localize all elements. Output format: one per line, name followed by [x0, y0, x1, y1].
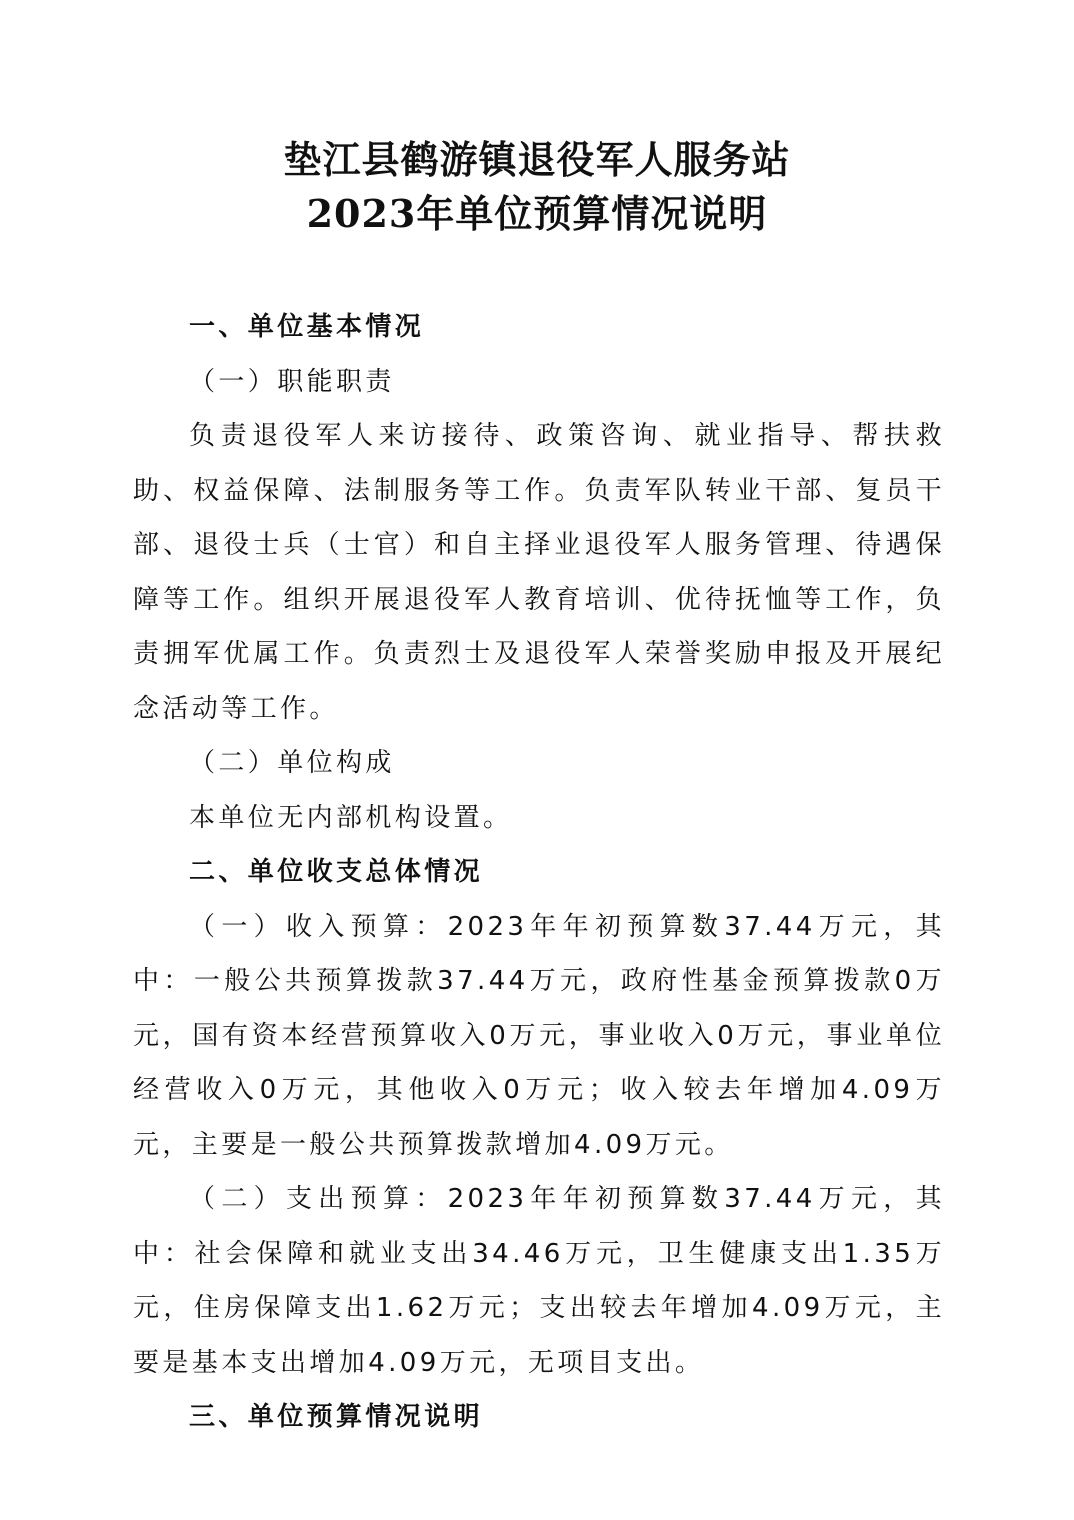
document-title-line1: 垫江县鹤游镇退役军人服务站	[283, 137, 791, 182]
section1-sub2-text: 本单位无内部机构设置。	[189, 802, 513, 833]
section1-sub2-heading: （二）单位构成	[189, 748, 395, 778]
document-body	[133, 300, 945, 1445]
section3-heading: 三、单位预算情况说明	[189, 1402, 484, 1432]
section2-income-text: （一）收入预算：2023年年初预算数37.44万元，其中：一般公共预算拨款37.44万元，政府性基金预算拨款0万元，国有资本经营预算收入0万元，事业收入0万元，事业单位经营收入0万元，其他收入0万元；收入较去年增加4.09万元，主要是一般公共预算拨款增加4.09万元。	[133, 911, 945, 1160]
section1-sub1-heading: （一）职能职责	[189, 366, 395, 397]
section1-sub1-text: 负责退役军人来访接待、政策咨询、就业指导、帮扶救助、权益保障、法制服务等工作。负责军队转业干部、复员干部、退役士兵（士官）和自主择业退役军人服务管理、待遇保障等工作。组织开展退役军人教育培训、优待抚恤等工作，负责拥军优属工作。负责烈士及退役军人荣誉奖励申报及开展纪念活动等工作。	[133, 421, 945, 724]
section1-heading: 一、单位基本情况	[189, 312, 425, 342]
section2-expense-text: （二）支出预算：2023年年初预算数37.44万元，其中：社会保障和就业支出34.46万元，卫生健康支出1.35万元，住房保障支出1.62万元；支出较去年增加4.09万元，主要是基本支出增加4.09万元，无项目支出。	[133, 1184, 945, 1378]
section2-heading: 二、单位收支总体情况	[189, 857, 484, 887]
document-title-line2: 2023年单位预算情况说明	[306, 191, 768, 236]
